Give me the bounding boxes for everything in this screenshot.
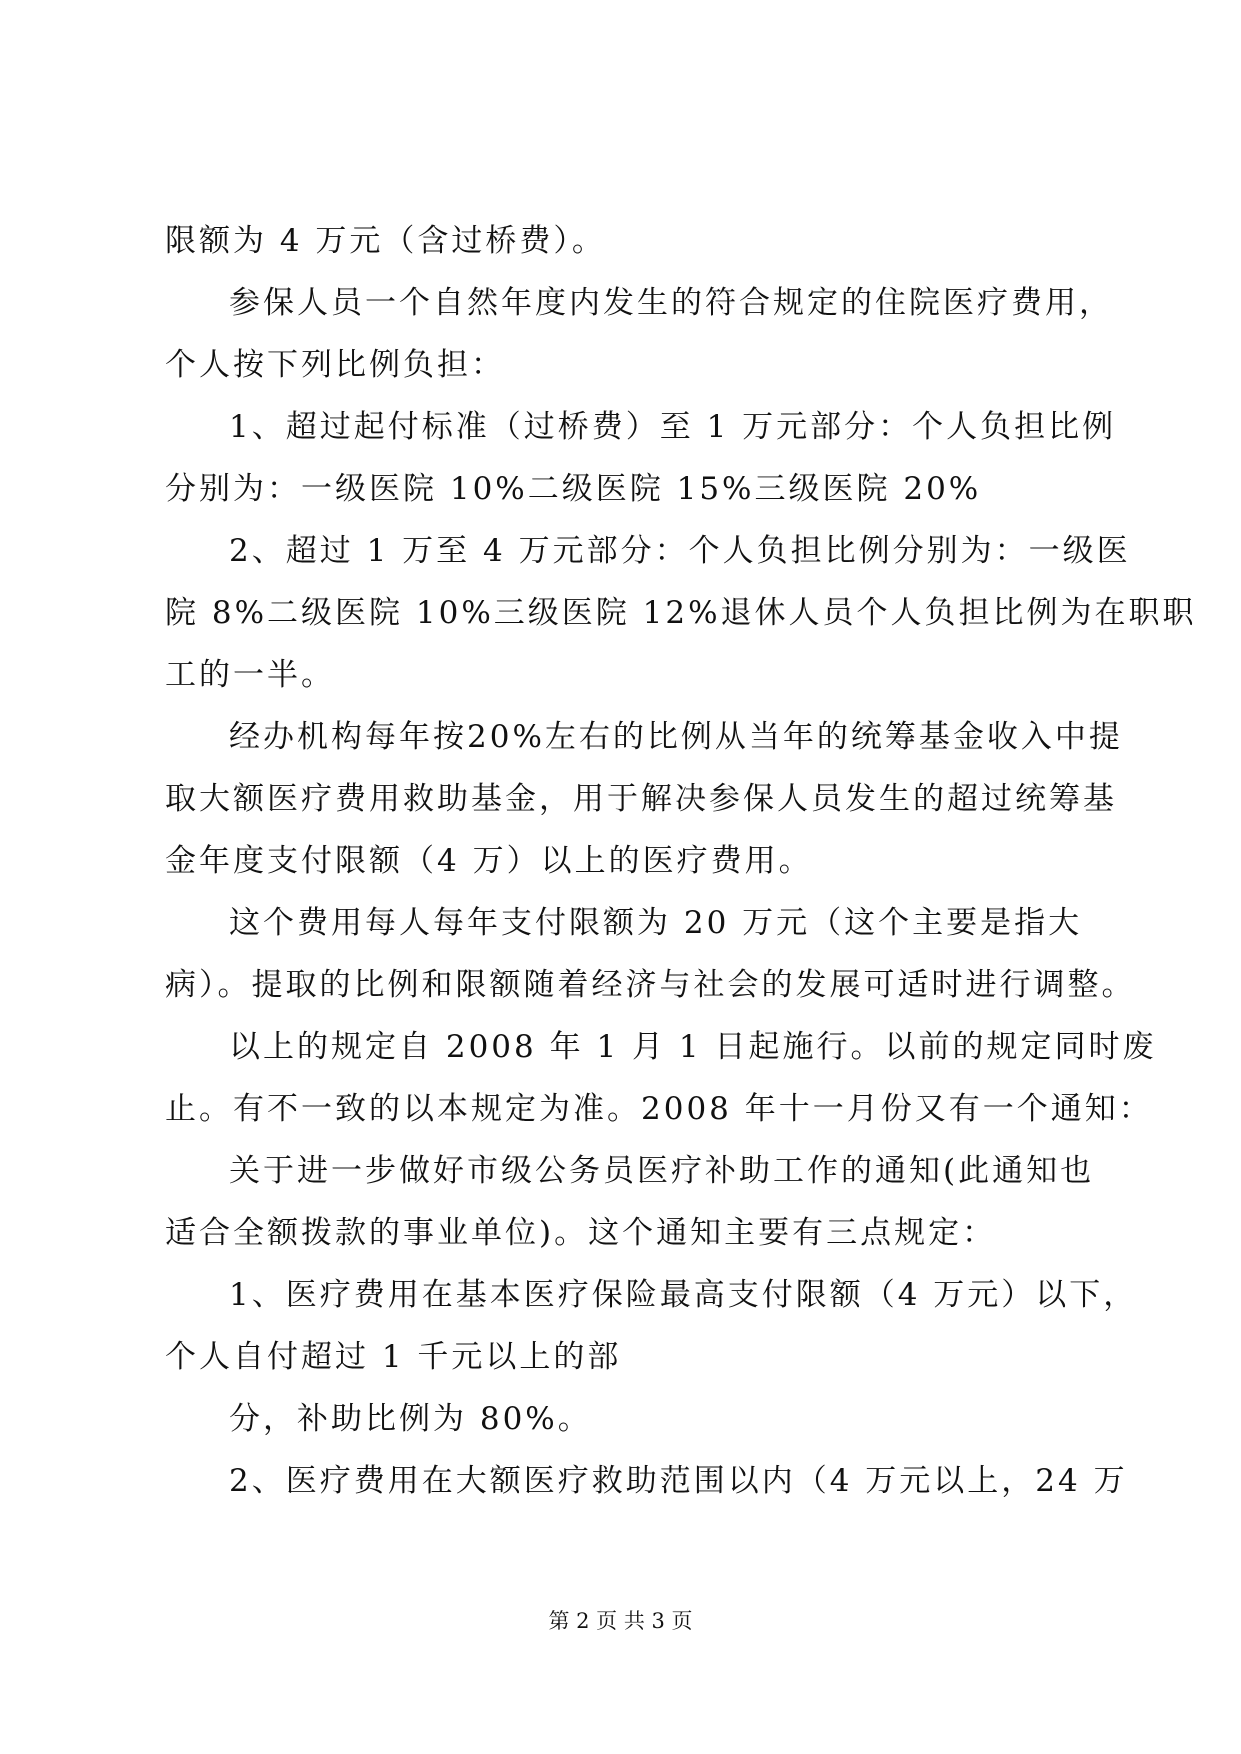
text-line-17: 适合全额拨款的事业单位)。这个通知主要有三点规定： — [165, 1215, 997, 1251]
text-line-1: 限额为 4 万元（含过桥费）。 — [165, 223, 606, 259]
text-line-21: 2、医疗费用在大额医疗救助范围以内（4 万元以上，24 万 — [229, 1463, 1128, 1499]
text-line-10: 取大额医疗费用救助基金，用于解决参保人员发生的超过统筹基 — [165, 781, 1117, 817]
text-line-5: 分别为：一级医院 10%二级医院 15%三级医院 20% — [165, 471, 982, 507]
text-line-20: 分，补助比例为 80%。 — [229, 1401, 592, 1437]
text-line-15: 止。有不一致的以本规定为准。2008 年十一月份又有一个通知： — [165, 1091, 1153, 1127]
text-line-19: 个人自付超过 1 千元以上的部 — [165, 1339, 622, 1375]
text-line-9: 经办机构每年按20%左右的比例从当年的统筹基金收入中提 — [229, 719, 1123, 755]
text-line-13: 病）。提取的比例和限额随着经济与社会的发展可适时进行调整。 — [165, 967, 1136, 1003]
text-line-8: 工的一半。 — [165, 657, 335, 693]
text-line-2: 参保人员一个自然年度内发生的符合规定的住院医疗费用， — [229, 285, 1113, 321]
text-line-3: 个人按下列比例负担： — [165, 347, 505, 383]
document-body — [165, 210, 1197, 1512]
text-line-11: 金年度支付限额（4 万）以上的医疗费用。 — [165, 843, 813, 879]
page-number-footer: 第 2 页 共 3 页 — [548, 1609, 693, 1633]
text-line-6: 2、超过 1 万至 4 万元部分：个人负担比例分别为：一级医 — [229, 533, 1131, 569]
text-line-4: 1、超过起付标准（过桥费）至 1 万元部分：个人负担比例 — [229, 409, 1117, 445]
text-line-18: 1、医疗费用在基本医疗保险最高支付限额（4 万元）以下， — [229, 1277, 1138, 1313]
text-line-16: 关于进一步做好市级公务员医疗补助工作的通知(此通知也 — [229, 1153, 1095, 1189]
text-line-14: 以上的规定自 2008 年 1 月 1 日起施行。以前的规定同时废 — [229, 1029, 1157, 1065]
text-line-7: 院 8%二级医院 10%三级医院 12%退休人员个人负担比例为在职职 — [165, 595, 1197, 631]
text-line-12: 这个费用每人每年支付限额为 20 万元（这个主要是指大 — [229, 905, 1083, 941]
